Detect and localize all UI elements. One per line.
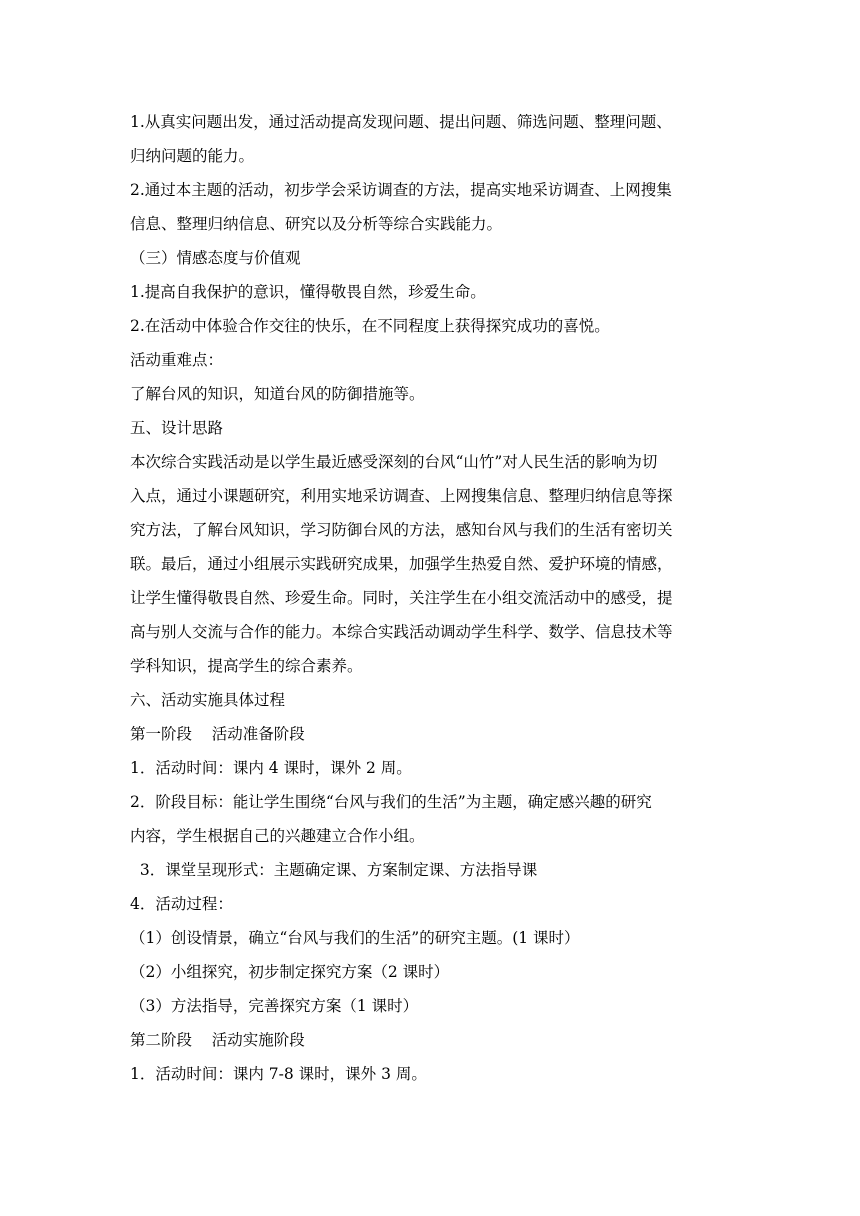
text-line: 内容，学生根据自己的兴趣建立合作小组。 xyxy=(130,827,425,845)
text-line: 2．阶段目标：能让学生围绕“台风与我们的生活”为主题，确定感兴趣的研究 xyxy=(130,793,652,811)
text-line: 联。最后，通过小组展示实践研究成果，加强学生热爱自然、爱护环境的情感， xyxy=(130,555,673,573)
text-line: 1．活动时间：课内 4 课时，课外 2 周。 xyxy=(130,759,412,777)
stage-heading: 第一阶段 活动准备阶段 xyxy=(130,725,305,743)
text-line: （1）创设情景，确立“台风与我们的生活”的研究主题。(1 课时） xyxy=(130,929,580,947)
text-line: （三）情感态度与价值观 xyxy=(130,249,301,267)
text-line: 入点，通过小课题研究，利用实地采访调查、上网搜集信息、整理归纳信息等探 xyxy=(130,487,673,505)
text-line: 2.通过本主题的活动，初步学会采访调查的方法，提高实地采访调查、上网搜集 xyxy=(130,181,672,199)
stage-heading: 第二阶段 活动实施阶段 xyxy=(130,1031,305,1049)
text-line: 1.提高自我保护的意识，懂得敬畏自然，珍爱生命。 xyxy=(130,283,486,301)
text-line: 本次综合实践活动是以学生最近感受深刻的台风“山竹”对人民生活的影响为切 xyxy=(130,453,658,471)
text-line: 3．课堂呈现形式：主题确定课、方案制定课、方法指导课 xyxy=(130,861,538,879)
text-line: 让学生懂得敬畏自然、珍爱生命。同时，关注学生在小组交流活动中的感受，提 xyxy=(130,589,673,607)
text-line: 高与别人交流与合作的能力。本综合实践活动调动学生科学、数学、信息技术等 xyxy=(130,623,673,641)
text-line: 1.从真实问题出发，通过活动提高发现问题、提出问题、筛选问题、整理问题、 xyxy=(130,113,672,131)
text-line: 1．活动时间：课内 7-8 课时，课外 3 周。 xyxy=(130,1065,427,1083)
text-line: （2）小组探究，初步制定探究方案（2 课时） xyxy=(130,963,450,981)
text-line: 4．活动过程： xyxy=(130,895,233,913)
text-line: 信息、整理归纳信息、研究以及分析等综合实践能力。 xyxy=(130,215,503,233)
section-heading: 五、设计思路 xyxy=(130,419,224,437)
text-line: 究方法，了解台风知识，学习防御台风的方法，感知台风与我们的生活有密切关 xyxy=(130,521,673,539)
text-line: （3）方法指导，完善探究方案（1 课时） xyxy=(130,997,419,1015)
text-line: 活动重难点： xyxy=(130,351,224,369)
section-heading: 六、活动实施具体过程 xyxy=(130,691,286,709)
text-line: 归纳问题的能力。 xyxy=(130,147,255,165)
text-line: 学科知识，提高学生的综合素养。 xyxy=(130,657,363,675)
text-line: 2.在活动中体验合作交往的快乐，在不同程度上获得探究成功的喜悦。 xyxy=(130,317,610,335)
text-line: 了解台风的知识，知道台风的防御措施等。 xyxy=(130,385,425,403)
